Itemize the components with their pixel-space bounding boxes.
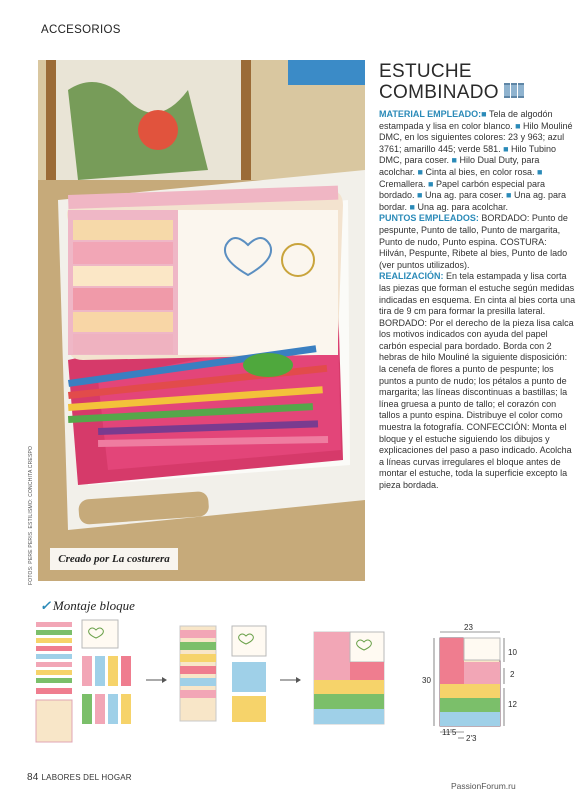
bullet-icon: ■ bbox=[409, 201, 415, 212]
montaje-title: Montaje bloque bbox=[52, 598, 135, 613]
material-label: MATERIAL EMPLEADO: bbox=[379, 109, 482, 119]
product-photo bbox=[38, 60, 365, 581]
material-paragraph bbox=[379, 109, 576, 213]
thread-spools-icon bbox=[504, 82, 525, 103]
checkmark-icon: ✓ bbox=[40, 598, 51, 613]
page-number: 84 bbox=[27, 772, 39, 783]
material-text: Una ag. para acolchar. bbox=[414, 201, 509, 212]
section-label: ACCESORIOS bbox=[41, 24, 121, 36]
material-text: Cremallera. bbox=[379, 178, 429, 189]
realizacion-label: REALIZACIÓN: bbox=[379, 271, 444, 282]
photo-caption: Creado por La costurera bbox=[50, 548, 178, 570]
material-text: Una ag. para coser. bbox=[422, 190, 507, 201]
realizacion-text: En tela estampada y lisa corta las piezas que forman el estuche según medidas indicadas en esquema. En cinta al bies corta una tira de 9 cm para formar la presilla lateral. BORDADO: Por el derecho de la pieza lisa calca los motivos indicados con ayuda del papel carbón especial para bordado. Borda con 2 hebras de hilo Mouliné la siguiente disposición: la cenefa de flores a punto de pespunte; los puntos a punto de nudo; los pétalos a punto de margarita; las líneas discontinuas a bastillas; la línea gruesa a punto de tallo; el corazón con tallos a punto espina. Distribuye el color como muestra la fotografía. CONFECCIÓN: Monta el bloque y el estuche siguiendo los dibujos y explicaciones del paso a paso indicado. Acolcha a líneas curvas irregulares el bloque antes de montar el estuche, toda la superficie excepto la pieza bordada. bbox=[379, 271, 576, 490]
bullet-icon: ■ bbox=[417, 190, 423, 201]
photo-credits: FOTOS: PERE PERIS. ESTILISMO: CONCHITA CRESPO bbox=[28, 445, 34, 585]
step-3-pieces bbox=[314, 632, 384, 724]
material-text: Hilo Mouliné DMC, en los siguientes colores: 23 y 963; azul 3761; amarillo 445; verde 581. bbox=[379, 120, 573, 154]
material-text: Cinta al bies, en color rosa. bbox=[422, 166, 538, 177]
bullet-icon: ■ bbox=[537, 166, 543, 177]
bullet-icon: ■ bbox=[481, 109, 487, 119]
step-2-pieces bbox=[180, 626, 266, 722]
realizacion-paragraph bbox=[379, 271, 576, 491]
bullet-icon: ■ bbox=[506, 190, 512, 201]
dim-10: 10 bbox=[508, 648, 517, 657]
dim-11-5: 11'5 bbox=[442, 728, 457, 737]
dim-12: 12 bbox=[508, 700, 517, 709]
puntos-paragraph bbox=[379, 213, 576, 271]
dim-height: 30 bbox=[422, 676, 431, 685]
material-text: Hilo Dual Duty, para acolchar. bbox=[379, 155, 540, 177]
step-1-pieces bbox=[36, 620, 131, 742]
material-text: Tela de algodón estampada y lisa en color blanco. bbox=[379, 109, 553, 131]
assembly-diagram bbox=[34, 618, 574, 748]
final-block-with-dimensions bbox=[434, 632, 504, 738]
photo-illustration bbox=[38, 60, 365, 581]
montaje-heading bbox=[40, 598, 135, 614]
title-line-1: ESTUCHE bbox=[379, 61, 472, 82]
puntos-text: BORDADO: Punto de pespunte, Punto de tallo, Punto de margarita, Punto de nudo, Punto espina. COSTURA: Hilván, Pespunte, Ribete al bies, Punto de lado (ver puntos utilizados). bbox=[379, 213, 568, 270]
article-body bbox=[379, 109, 576, 492]
bullet-icon: ■ bbox=[515, 120, 521, 131]
magazine-name: LABORES DEL HOGAR bbox=[41, 773, 132, 782]
page-footer bbox=[27, 772, 132, 783]
bullet-icon: ■ bbox=[417, 166, 423, 177]
title-line-2: COMBINADO bbox=[379, 82, 499, 103]
dim-2: 2 bbox=[510, 670, 515, 679]
material-text: Una ag. para bordar. bbox=[379, 190, 567, 212]
bullet-icon: ■ bbox=[451, 155, 457, 166]
dim-width: 23 bbox=[464, 623, 473, 632]
material-text: Hilo Tubino DMC, para coser. bbox=[379, 143, 557, 166]
watermark: PassionForum.ru bbox=[451, 781, 516, 791]
article-title bbox=[379, 61, 574, 103]
material-text: Papel carbón especial para bordado. bbox=[379, 178, 546, 201]
puntos-label: PUNTOS EMPLEADOS: bbox=[379, 213, 479, 224]
bullet-icon: ■ bbox=[428, 178, 434, 189]
dim-2-3: 2'3 bbox=[466, 734, 477, 743]
bullet-icon: ■ bbox=[503, 143, 509, 154]
assembly-steps-svg bbox=[34, 618, 574, 748]
